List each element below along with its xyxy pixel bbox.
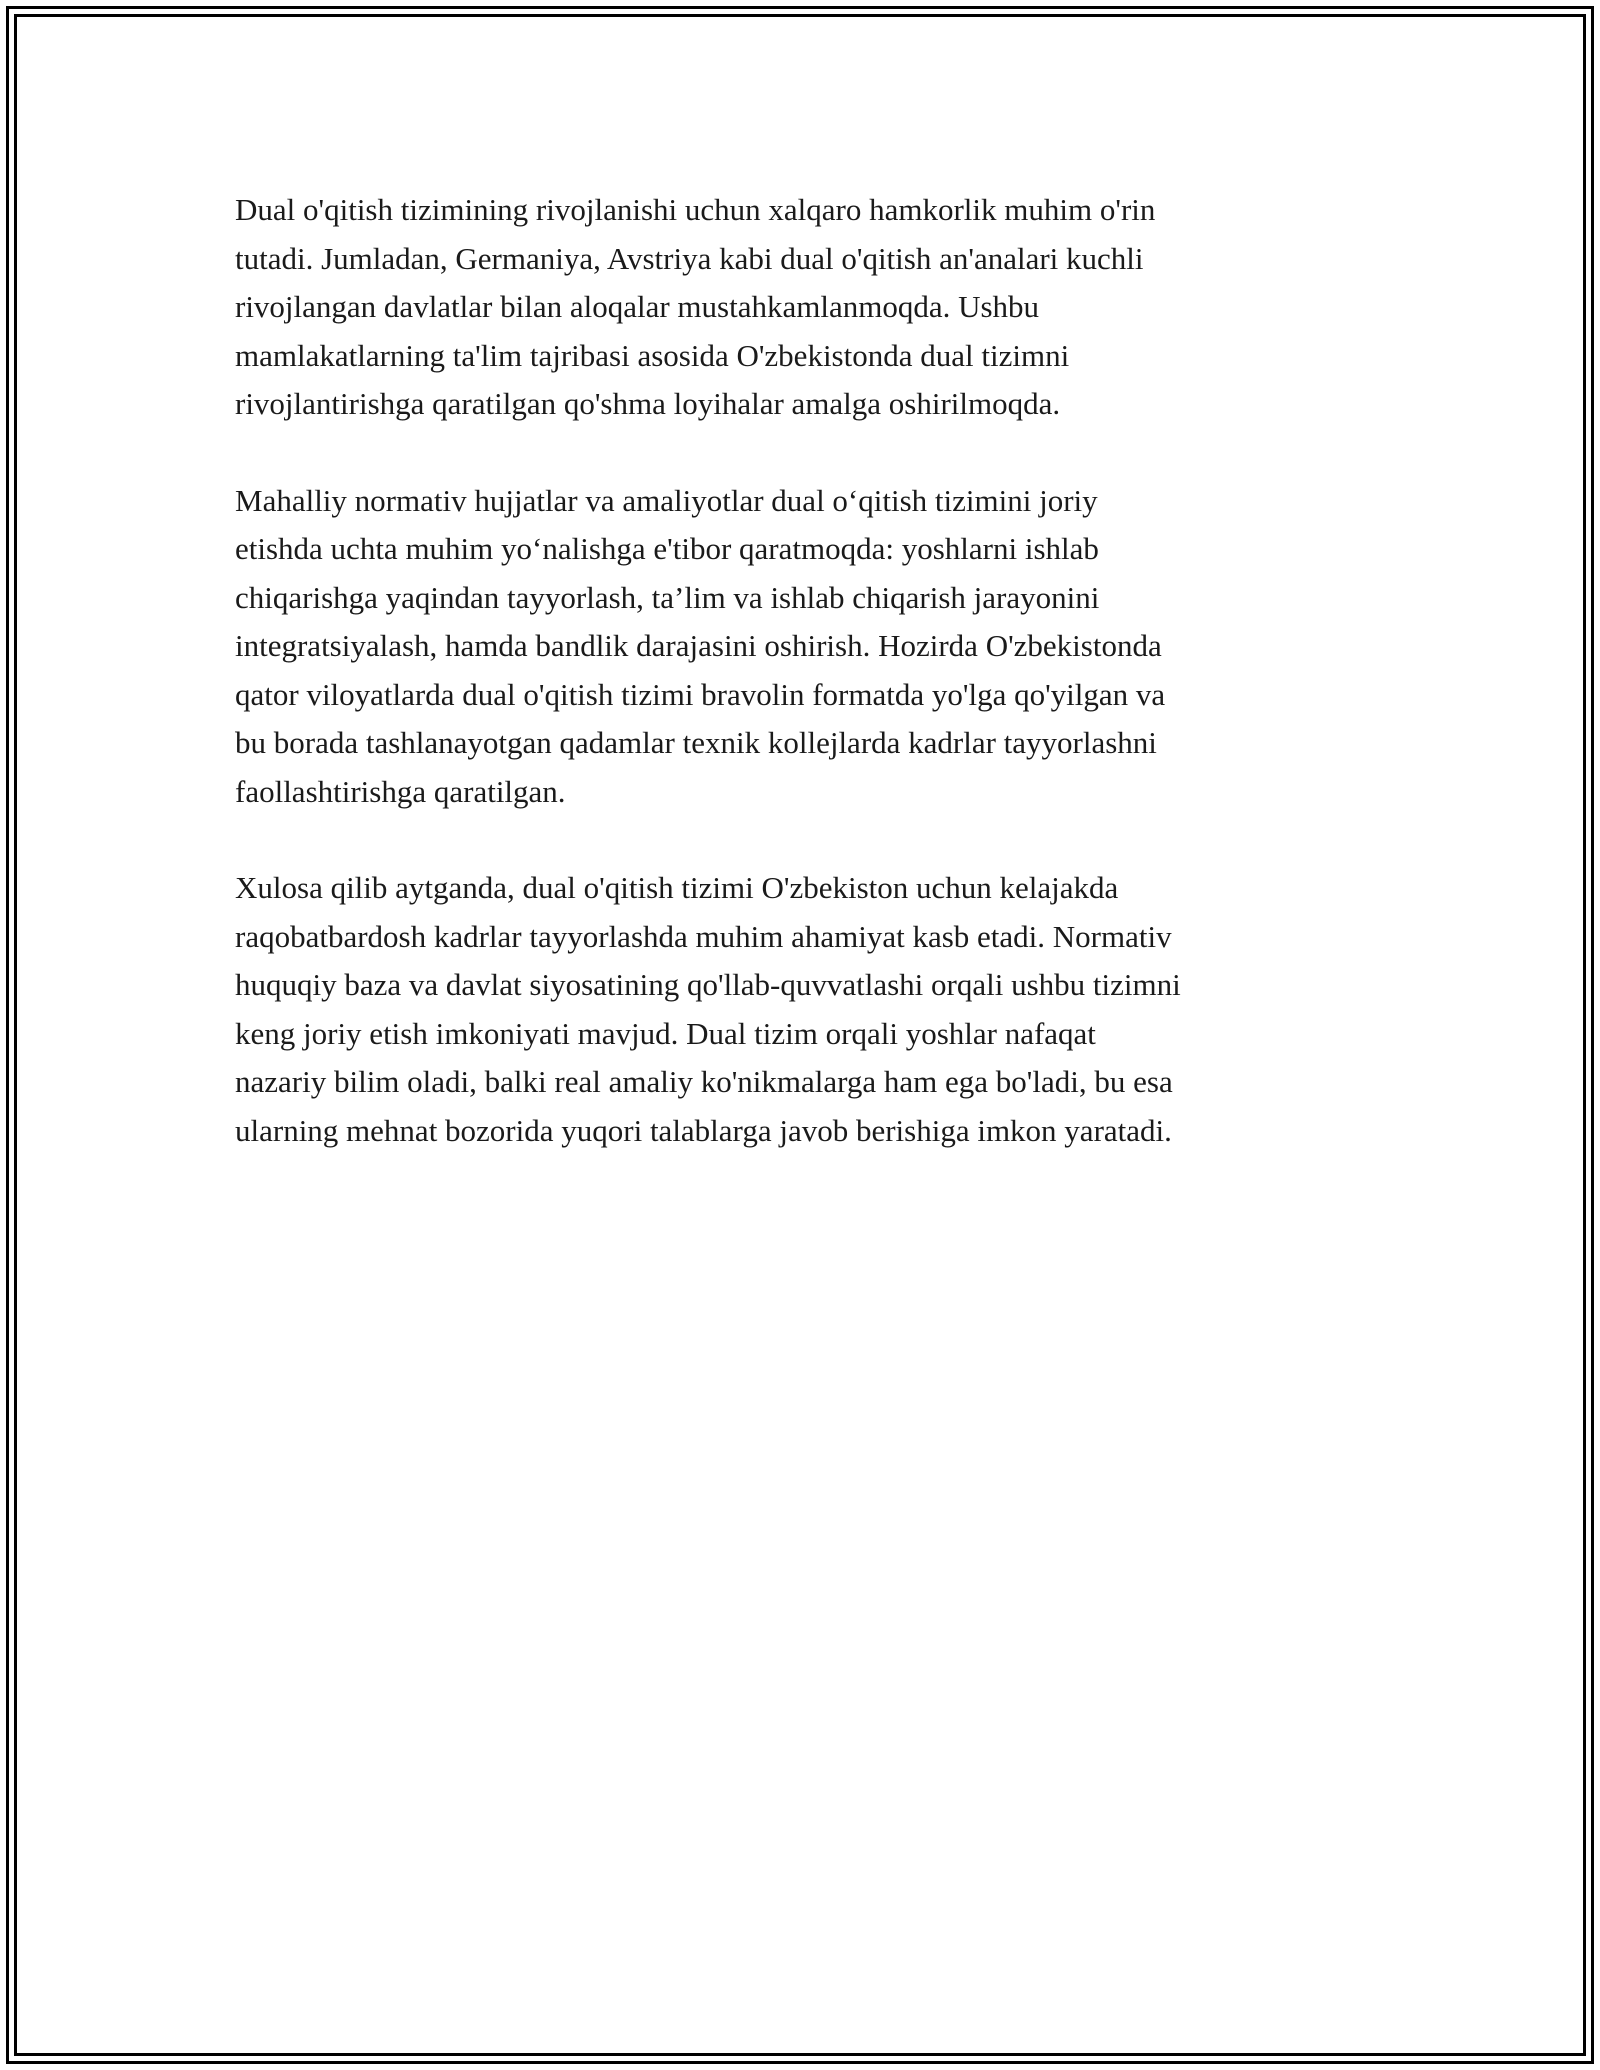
paragraph-local-regulations [235,477,1365,817]
document-body [235,186,1365,1203]
text-line: tutadi. Jumladan, Germaniya, Avstriya kabi dual o'qitish an'analari kuchli [235,240,1144,276]
text-line: integratsiyalash, hamda bandlik darajasini oshirish. Hozirda O'zbekistonda [235,628,1162,663]
text-line: etishda uchta muhim yo‘nalishga e'tibor qaratmoqda: yoshlarni ishlab [235,531,1099,566]
text-line: faollashtirishga qaratilgan. [235,773,566,809]
text-line: rivojlangan davlatlar bilan aloqalar mustahkamlanmoqda. Ushbu [235,289,1040,324]
text-line: Xulosa qilib aytganda, dual o'qitish tizimi O'zbekiston uchun kelajakda [235,870,1119,905]
text-line: ularning mehnat bozorida yuqori talablarga javob berishiga imkon yaratadi. [235,1112,1172,1148]
text-line: Mahalliy normativ hujjatlar va amaliyotlar dual o‘qitish tizimini joriy [235,482,1098,518]
text-line: qator viloyatlarda dual o'qitish tizimi bravolin formatda yo'lga qo'yilgan va [235,676,1166,712]
text-line: chiqarishga yaqindan tayyorlash, ta’lim va ishlab chiqarish jarayonini [235,579,1100,615]
paragraph-conclusion [235,864,1365,1155]
text-line: huquqiy baza va davlat siyosatining qo'llab-quvvatlashi orqali ushbu tizimni [235,967,1181,1002]
text-line: bu borada tashlanayotgan qadamlar texnik kollejlarda kadrlar tayyorlashni [235,725,1157,760]
text-line: nazariy bilim oladi, balki real amaliy ko'nikmalarga ham ega bo'ladi, bu esa [235,1064,1173,1099]
text-line: rivojlantirishga qaratilgan qo'shma loyihalar amalga oshirilmoqda. [235,386,1061,421]
text-line: mamlakatlarning ta'lim tajribasi asosida O'zbekistonda dual tizimni [235,337,1070,373]
text-line: Dual o'qitish tizimining rivojlanishi uchun xalqaro hamkorlik muhim o'rin [235,192,1156,227]
paragraph-international-cooperation [235,186,1365,429]
text-line: raqobatbardosh kadrlar tayyorlashda muhim ahamiyat kasb etadi. Normativ [235,918,1172,954]
text-line: keng joriy etish imkoniyati mavjud. Dual tizim orqali yoshlar nafaqat [235,1015,1096,1051]
